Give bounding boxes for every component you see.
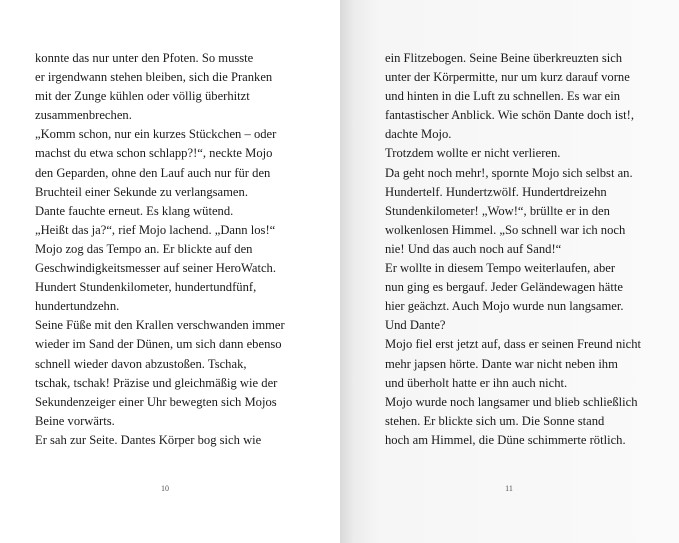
text-line: Sekundenzeiger einer Uhr bewegten sich Mojos bbox=[35, 394, 277, 409]
text-line: Geschwindigkeitsmesser auf seiner HeroWatch. bbox=[35, 261, 276, 276]
text-line: „Komm schon, nur ein kurzes Stückchen – oder bbox=[35, 127, 277, 142]
text-line: mit der Zunge kühlen oder völlig überhitzt bbox=[35, 89, 250, 104]
text-line: „Heißt das ja?“, rief Mojo lachend. „Dann los!“ bbox=[35, 222, 276, 237]
text-line: Und Dante? bbox=[385, 318, 446, 333]
text-line: er irgendwann stehen bleiben, sich die Pranken bbox=[35, 70, 273, 85]
text-line: wieder im Sand der Dünen, um sich dann ebenso bbox=[35, 337, 282, 352]
text-line: Dante fauchte erneut. Es klang wütend. bbox=[35, 203, 234, 218]
text-line: schnell wieder davon abzustoßen. Tschak, bbox=[35, 356, 247, 371]
text-line: Er sah zur Seite. Dantes Körper bog sich wie bbox=[35, 432, 262, 447]
text-line: und überholt hatte er ihn auch nicht. bbox=[385, 375, 568, 390]
text-line: und hinten in die Luft zu schnellen. Es war ein bbox=[385, 89, 621, 104]
text-line: mehr japsen hörte. Dante war nicht neben ihm bbox=[385, 356, 618, 371]
text-line: nie! Und das auch noch auf Sand!“ bbox=[385, 241, 562, 256]
page-number-left: 10 bbox=[161, 484, 169, 493]
text-line: Mojo zog das Tempo an. Er blickte auf den bbox=[35, 241, 253, 256]
left-page-text bbox=[35, 49, 285, 450]
text-line: tschak, tschak! Präzise und gleichmäßig wie der bbox=[35, 375, 278, 390]
text-line: Hundertelf. Hundertzwölf. Hundertdreizehn bbox=[385, 184, 607, 199]
text-line: den Geparden, ohne den Lauf auch nur für den bbox=[35, 165, 271, 180]
text-line: machst du etwa schon schlapp?!“, neckte Mojo bbox=[35, 146, 273, 161]
text-line: Beine vorwärts. bbox=[35, 413, 115, 428]
text-line: Er wollte in diesem Tempo weiterlaufen, aber bbox=[385, 261, 616, 276]
text-line: hoch am Himmel, die Düne schimmerte rötlich. bbox=[385, 432, 626, 447]
text-line: dachte Mojo. bbox=[385, 127, 452, 142]
text-line: Trotzdem wollte er nicht verlieren. bbox=[385, 146, 561, 161]
text-line: Stundenkilometer! „Wow!“, brüllte er in den bbox=[385, 203, 610, 218]
text-line: konnte das nur unter den Pfoten. So musste bbox=[35, 51, 254, 65]
text-line: zusammenbrechen. bbox=[35, 108, 132, 123]
text-line: Seine Füße mit den Krallen verschwanden immer bbox=[35, 318, 285, 333]
text-line: hier geächzt. Auch Mojo wurde nun langsamer. bbox=[385, 299, 624, 314]
text-line: Mojo wurde noch langsamer und blieb schließlich bbox=[385, 394, 638, 409]
text-line: hundertundzehn. bbox=[35, 299, 120, 314]
page-number-right: 11 bbox=[505, 484, 513, 493]
right-page-text bbox=[385, 49, 641, 450]
right-page bbox=[340, 0, 679, 543]
text-line: Bruchteil einer Sekunde zu verlangsamen. bbox=[35, 184, 248, 199]
text-line: nun ging es bergauf. Jeder Geländewagen hätte bbox=[385, 280, 623, 295]
text-line: unter der Körpermitte, nur um kurz darauf vorne bbox=[385, 70, 630, 85]
text-line: Hundert Stundenkilometer, hundertundfünf, bbox=[35, 280, 257, 295]
text-line: stehen. Er blickte sich um. Die Sonne stand bbox=[385, 413, 605, 428]
text-line: Mojo fiel erst jetzt auf, dass er seinen Freund nicht bbox=[385, 337, 642, 352]
text-line: wolkenlosen Himmel. „So schnell war ich noch bbox=[385, 222, 626, 237]
text-line: fantastischer Anblick. Wie schön Dante doch ist!, bbox=[385, 108, 634, 123]
text-line: ein Flitzebogen. Seine Beine überkreuzten sich bbox=[385, 51, 623, 65]
text-line: Da geht noch mehr!, spornte Mojo sich selbst an. bbox=[385, 165, 633, 180]
